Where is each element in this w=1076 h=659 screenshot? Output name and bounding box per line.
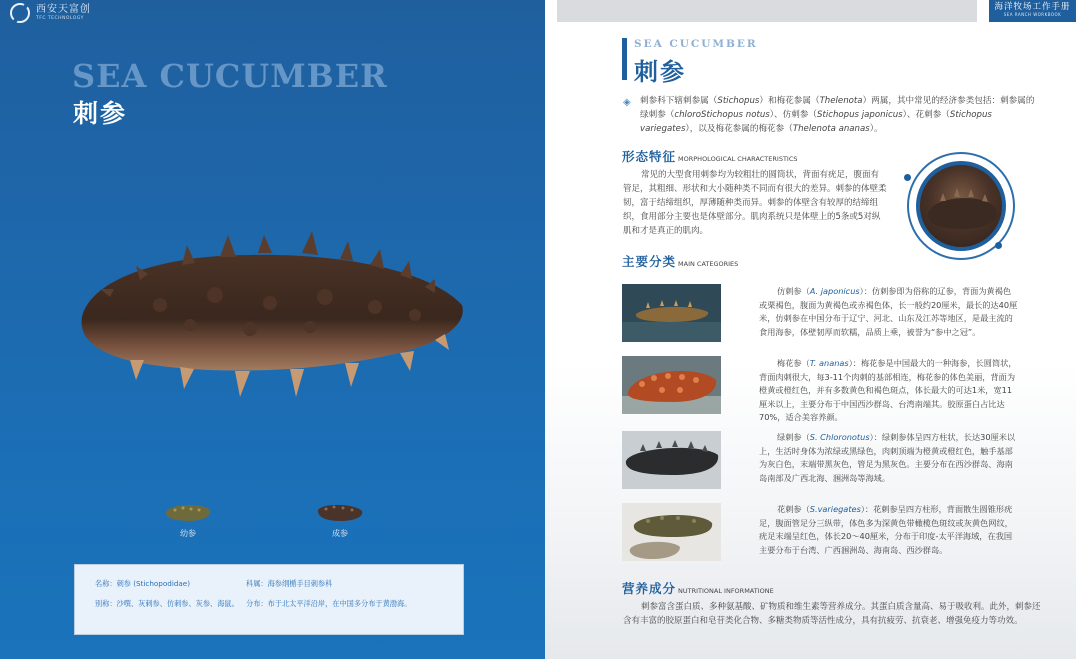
juvenile-sea-cucumber-image	[163, 500, 213, 524]
species-distribution: 分布：布于北太平洋沿岸，在中国多分布于黄渤海。	[246, 599, 412, 608]
title-accent-bar	[622, 38, 627, 80]
nutrition-section-title: 营养成分 NUTRITIONAL INFORMATIONE	[622, 581, 774, 596]
company-logo-icon	[10, 3, 30, 23]
page-title-cn: 刺参	[634, 58, 686, 86]
category-ananas: 梅花参（T. ananas）：梅花参是中国最大的一种海参，长圆筒状，背面肉刺很大，每3-11个肉刺的基部相连，梅花参的体色美丽，背面为橙黄或橙红色，并有多数黄色和褐色斑点，体长最大的可达1米，宽11厘米以上，主要分布于中国西沙群岛、台湾南端其。胶原蛋白占比达70%，适合美容养颜。	[759, 358, 1017, 423]
workbook-tag-en: SEA RANCH WORKBOOK	[1003, 12, 1062, 17]
morph-paragraph: 常见的大型食用刺参均为较粗壮的圆筒状，背面有疣足，腹面有管足，其粗细、形状和大小随种类不同而有很大的差异。刺参的体壁柔韧，富于结缔组织，厚薄随种类而异。刺参的体壁含有较厚的结缔组织，食用部分主要也是体壁部分。肌肉系统只是体壁上的5条或5对纵肌和才是真正的肌肉。	[623, 170, 887, 237]
ananas-photo	[622, 356, 721, 414]
category-chloronotus: 绿刺参（S. Chloronotus）：绿刺参体呈四方柱状，长达30厘米以上，生活时身体为浓绿或黑绿色，肉刺顶端为橙黄或橙红色，触手基部为灰白色，末端带黑灰色，管足为黑灰色。主要分布在西沙群岛、海南岛南部及广西北海、涠洲岛等海域。	[759, 432, 1016, 483]
species-name: 名称：刺参 (Stichopodidae)	[95, 579, 191, 588]
header-bar	[557, 0, 977, 22]
frame-dot	[904, 174, 911, 181]
page-title-en: SEA CUCUMBER	[634, 38, 758, 50]
category-japonicus: 仿刺参（A. japonicus）：仿刺参即为俗称的辽参，背面为黄褐色或栗褐色，腹面为黄褐色或赤褐色体，长一般约20厘米，最长的达40厘米，仿刺参在中国分布于辽宁、河北、山东及江苏等地区，是最主流的食用海参，体壁韧厚而软糯，品质上乘，被誉为“参中之冠”。	[759, 286, 1018, 337]
chloronotus-photo	[622, 431, 721, 489]
sea-cucumber-hero-image	[70, 225, 470, 405]
logo-name-cn: 西安天富创	[36, 3, 91, 15]
morph-section-title: 形态特征 MORPHOLOGICAL CHARACTERISTICS	[622, 149, 798, 164]
juvenile-label: 幼参	[180, 529, 196, 538]
category-variegates: 花刺参（S.variegates）：花刺参呈四方柱形，背面散生圆锥形疣足，腹面管足分三纵带，体色多为深黄色带橄榄色斑纹或灰黄色网纹，疣足末端呈红色，体长20～40厘米，分布于印度-太平洋海域，在我国主要分布于台湾、广西涠洲岛、海南岛、西沙群岛。	[759, 504, 1013, 555]
adult-thumb	[316, 500, 364, 539]
logo-name-en: TFC TECHNOLOGY	[36, 15, 84, 21]
species-alias: 别称：沙噀、灰刺参、仿刺参、灰参、海鼠。	[95, 599, 239, 608]
adult-label: 成参	[332, 529, 348, 538]
cover-title-en: SEA CUCUMBER	[72, 57, 388, 95]
workbook-tag-cn: 海洋牧场工作手册	[994, 2, 1071, 12]
categories-section-title: 主要分类 MAIN CATEGORIES	[622, 254, 739, 269]
company-logo	[10, 3, 91, 23]
frame-dot	[995, 242, 1002, 249]
juvenile-thumb	[163, 500, 213, 539]
workbook-tag	[989, 0, 1076, 22]
diamond-bullet-icon: ◈	[623, 97, 631, 108]
species-info-box	[74, 564, 464, 635]
adult-sea-cucumber-image	[316, 500, 364, 524]
circle-photo-frame	[907, 152, 1015, 260]
circle-sea-cucumber-image	[916, 161, 1006, 251]
intro-paragraph: ◈ 刺参科下辖刺参属（Stichopus）和梅花参属（Thelenota）两属，其中常见的经济参类包括：刺参属的绿刺参（chloroStichopus notus）、仿刺参（Stichopus japonicus）、花刺参（Stichopus variegates），以及梅花参属的梅花参（Thelenota ananas）。	[623, 96, 1035, 134]
right-page	[545, 0, 1076, 659]
species-family: 科属：海参纲楯手目刺参科	[246, 579, 333, 588]
cover-title-cn: 刺参	[73, 99, 128, 128]
nutrition-paragraph: 刺参富含蛋白质、多种氨基酸、矿物质和维生素等营养成分。其蛋白质含量高、易于吸收利。此外，刺参还含有丰富的胶原蛋白和皂苷类化合物、多糖类物质等活性成分，具有抗疲劳、抗衰老、增强免疫力等功效。	[623, 602, 1041, 627]
japonicus-photo	[622, 284, 721, 342]
variegates-photo	[622, 503, 721, 561]
